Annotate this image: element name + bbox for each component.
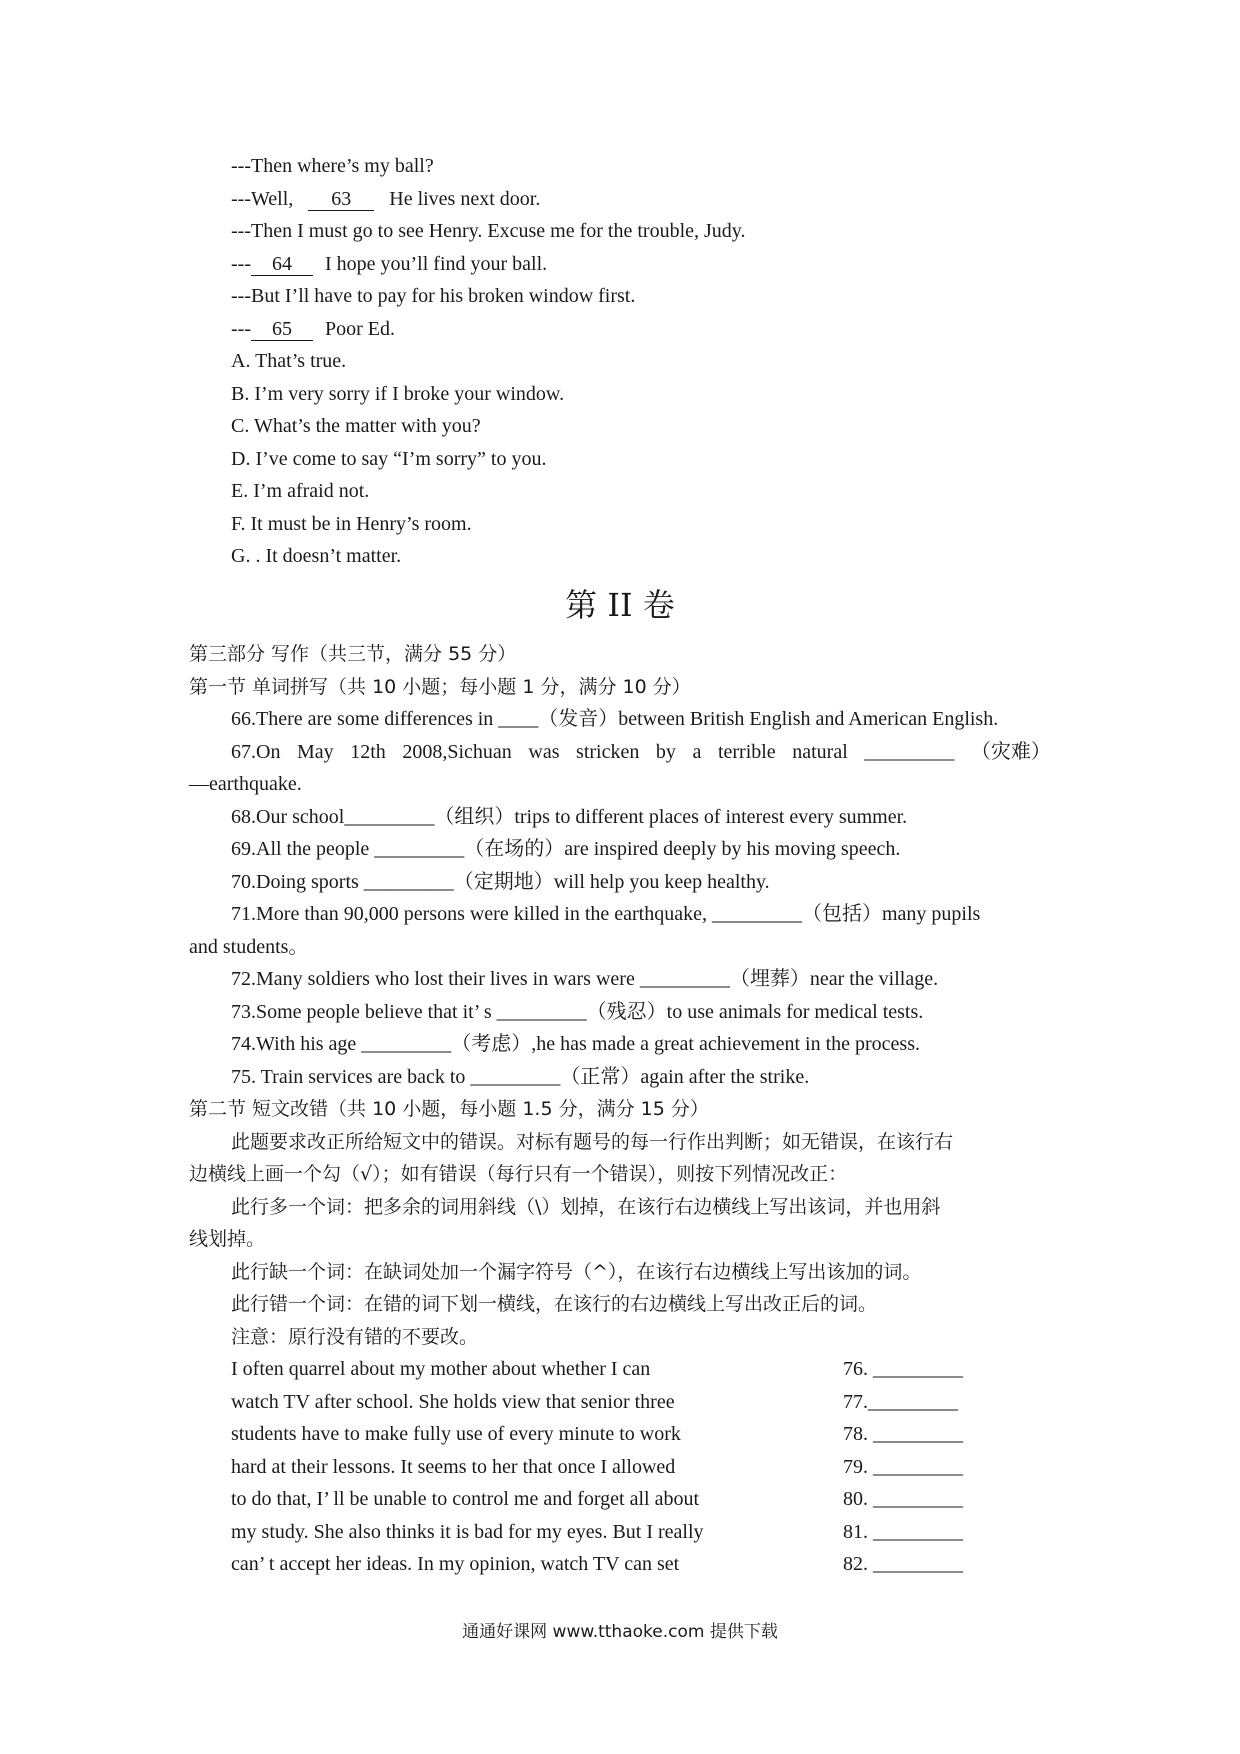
question-67 xyxy=(231,739,1051,765)
dialogue-line: ---But I’ll have to pay for his broken window first. xyxy=(231,285,636,307)
question-72: 72.Many soldiers who lost their lives in wars were _________（埋葬）near the village. xyxy=(231,968,939,990)
section-heading: 第一节 单词拼写（共 10 小题；每小题 1 分，满分 10 分） xyxy=(189,676,691,698)
dialogue-line xyxy=(231,186,540,212)
question-75: 75. Train services are back to _________（正常）again after the strike. xyxy=(231,1066,810,1088)
answer-number: 77._________ xyxy=(843,1391,958,1413)
dialogue-text: --- xyxy=(231,253,251,275)
instruction-text: 此行缺一个词：在缺词处加一个漏字符号（^），在该行右边横线上写出该加的词。 xyxy=(231,1261,922,1283)
word: stricken xyxy=(576,741,640,763)
dialogue-line xyxy=(231,316,395,342)
section-heading: 第二节 短文改错（共 10 小题，每小题 1.5 分，满分 15 分） xyxy=(189,1098,709,1120)
passage-line: students have to make fully use of every minute to work xyxy=(231,1423,681,1445)
question-73: 73.Some people believe that it’ s _________（残忍）to use animals for medical tests. xyxy=(231,1001,924,1023)
word: terrible xyxy=(717,741,776,763)
dialogue-text: Poor Ed. xyxy=(324,318,395,340)
answer-number: 80. _________ xyxy=(843,1488,963,1510)
option-d: D. I’ve come to say “I’m sorry” to you. xyxy=(231,448,547,470)
dialogue-text: --- xyxy=(231,318,251,340)
word: （灾难） xyxy=(970,741,1051,763)
question-66: 66.There are some differences in ____（发音）between British English and American English. xyxy=(231,708,999,730)
passage-line: my study. She also thinks it is bad for my eyes. But I really xyxy=(231,1521,704,1543)
answer-number: 78. _________ xyxy=(843,1423,963,1445)
question-69: 69.All the people _________（在场的）are inspired deeply by his moving speech. xyxy=(231,838,901,860)
option-b: B. I’m very sorry if I broke your window. xyxy=(231,383,565,405)
question-68: 68.Our school_________（组织）trips to different places of interest every summer. xyxy=(231,806,908,828)
dialogue-line: ---Then where’s my ball? xyxy=(231,155,434,177)
passage-line: hard at their lessons. It seems to her that once I allowed xyxy=(231,1456,676,1478)
footer-text: 通通好课网 www.tthaoke.com 提供下载 xyxy=(462,1622,778,1642)
question-70: 70.Doing sports _________（定期地）will help you keep healthy. xyxy=(231,871,770,893)
word: was xyxy=(528,741,560,763)
dialogue-line xyxy=(231,251,547,277)
passage-line: can’ t accept her ideas. In my opinion, watch TV can set xyxy=(231,1553,680,1575)
question-67-continued: —earthquake. xyxy=(189,773,302,795)
instruction-text: 注意：原行没有错的不要改。 xyxy=(231,1326,479,1348)
answer-number: 76. _________ xyxy=(843,1358,963,1380)
option-f: F. It must be in Henry’s room. xyxy=(231,513,472,535)
volume-title: 第 II 卷 xyxy=(565,586,675,624)
answer-number: 79. _________ xyxy=(843,1456,963,1478)
question-71-continued: and students。 xyxy=(189,936,309,958)
answer-blank: 63 xyxy=(308,188,374,211)
word: May xyxy=(297,741,334,763)
dialogue-text: ---Well, xyxy=(231,188,294,210)
instruction-text: 此题要求改正所给短文中的错误。对标有题号的每一行作出判断；如无错误，在该行右 xyxy=(231,1131,954,1153)
word: 12th xyxy=(350,741,386,763)
option-e: E. I’m afraid not. xyxy=(231,480,370,502)
answer-number: 82. _________ xyxy=(843,1553,963,1575)
word: 67.On xyxy=(231,741,281,763)
question-71: 71.More than 90,000 persons were killed in the earthquake, _________（包括）many pupils xyxy=(231,903,981,925)
question-74: 74.With his age _________（考虑）,he has made a great achievement in the process. xyxy=(231,1033,921,1055)
word: natural xyxy=(792,741,848,763)
dialogue-text: He lives next door. xyxy=(389,188,541,210)
passage-line: I often quarrel about my mother about whether I can xyxy=(231,1358,651,1380)
option-g: G. . It doesn’t matter. xyxy=(231,545,402,567)
part-heading: 第三部分 写作（共三节，满分 55 分） xyxy=(189,643,517,665)
answer-blank: 65 xyxy=(251,318,313,341)
word: 2008,Sichuan xyxy=(402,741,512,763)
answer-blank: 64 xyxy=(251,253,313,276)
passage-line: to do that, I’ ll be unable to control me and forget all about xyxy=(231,1488,700,1510)
dialogue-line: ---Then I must go to see Henry. Excuse me for the trouble, Judy. xyxy=(231,220,746,242)
instruction-text: 此行错一个词：在错的词下划一横线，在该行的右边横线上写出改正后的词。 xyxy=(231,1293,878,1315)
word: _________ xyxy=(864,741,955,763)
answer-number: 81. _________ xyxy=(843,1521,963,1543)
passage-line: watch TV after school. She holds view that senior three xyxy=(231,1391,675,1413)
instruction-text: 线划掉。 xyxy=(189,1228,266,1250)
option-a: A. That’s true. xyxy=(231,350,347,372)
instruction-text: 此行多一个词：把多余的词用斜线（\）划掉，在该行右边横线上写出该词，并也用斜 xyxy=(231,1196,941,1218)
word: a xyxy=(692,741,702,763)
instruction-text: 边横线上画一个勾（√）；如有错误（每行只有一个错误），则按下列情况改正： xyxy=(189,1163,848,1185)
dialogue-text: I hope you’ll find your ball. xyxy=(324,253,548,275)
word: by xyxy=(655,741,676,763)
option-c: C. What’s the matter with you? xyxy=(231,415,481,437)
